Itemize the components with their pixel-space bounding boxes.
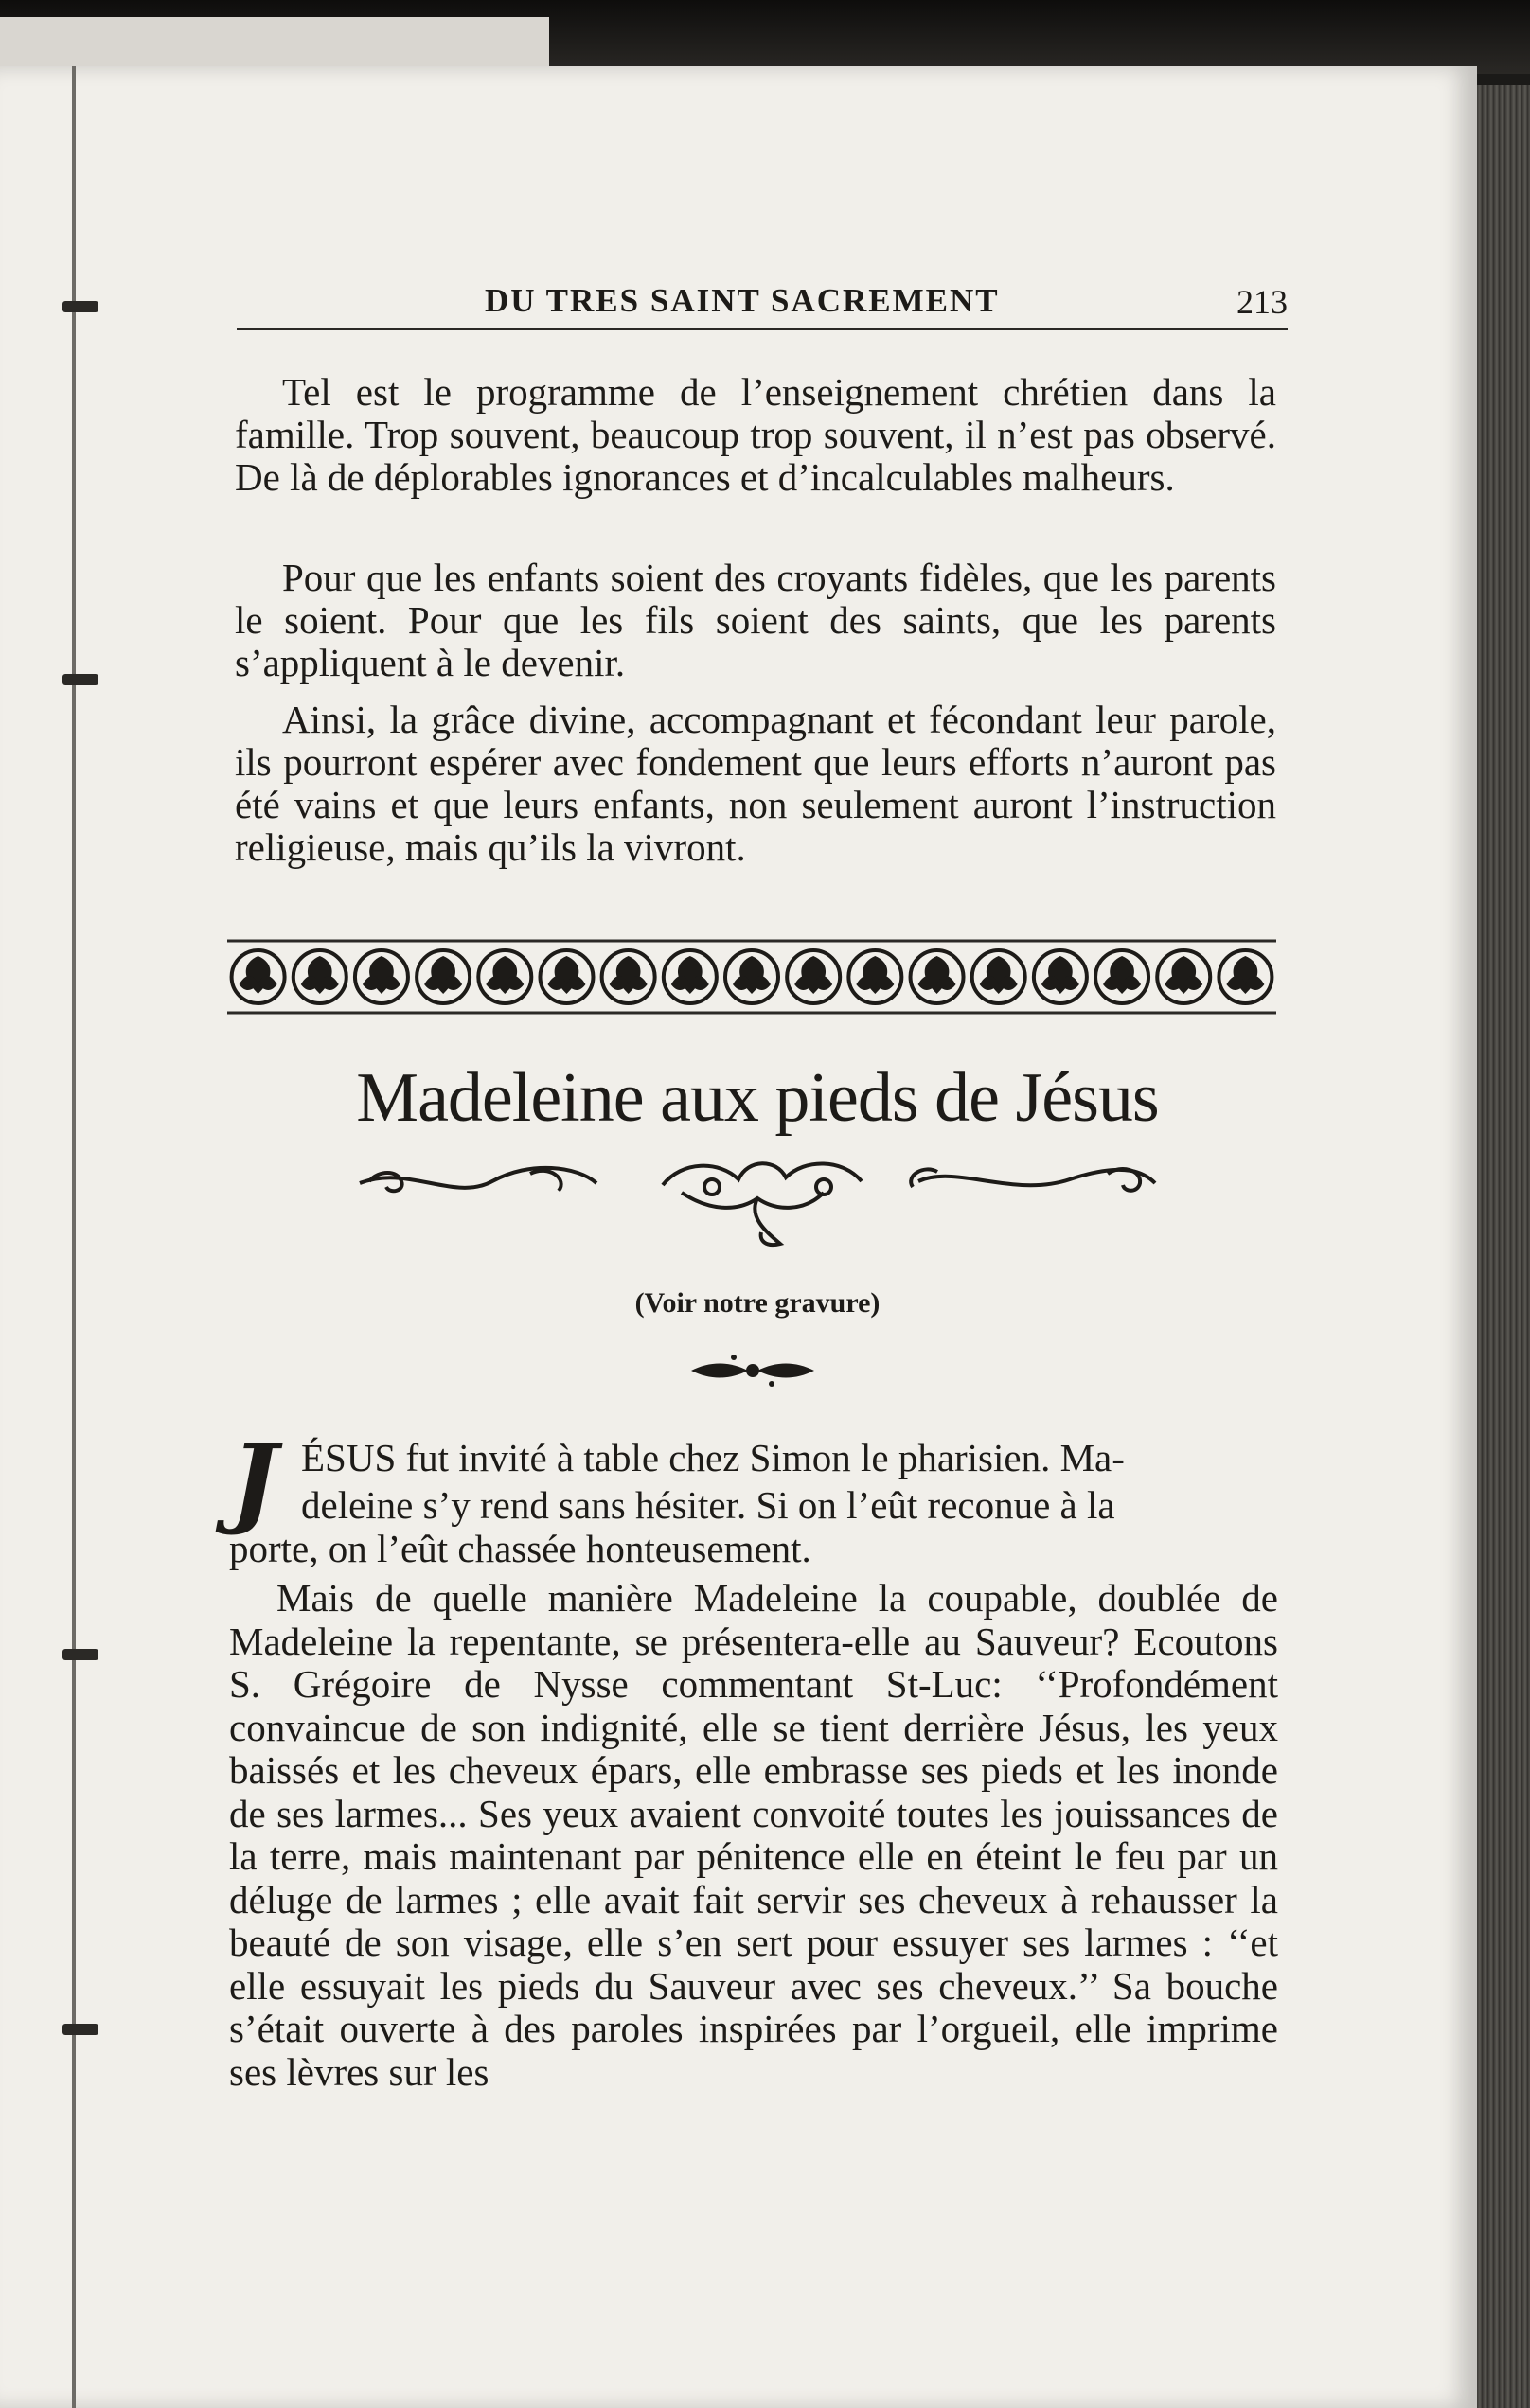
ornament-motif xyxy=(725,950,778,1003)
article-line: porte, on l’eût chassée honteusement. xyxy=(229,1527,811,1570)
page-number: 213 xyxy=(1236,283,1288,321)
ornament-motif xyxy=(911,950,964,1003)
sprig-ornament xyxy=(682,1348,824,1395)
ornament-band xyxy=(227,937,1276,1017)
running-title: DU TRES SAINT SACREMENT xyxy=(485,282,1000,319)
page-edge xyxy=(1477,85,1530,2408)
ornament-motif xyxy=(232,950,285,1003)
ornament-motif xyxy=(417,950,470,1003)
section-title: Madeleine aux pieds de Jésus xyxy=(356,1059,1159,1137)
binding-line xyxy=(72,66,76,2408)
binding-stitch xyxy=(62,1649,98,1660)
paragraph: Ainsi, la grâce divine, accompagnant et fécondant leur parole, ils pourront espérer avec fondement que leurs efforts n’auront pas été vains et que leurs enfants, non seulement auront l’instruction religieuse, mais qu’ils la vivront. xyxy=(235,698,1276,869)
running-head xyxy=(237,276,1288,330)
ornament-motif xyxy=(602,950,655,1003)
dropcap: J xyxy=(231,1422,278,1538)
scan-top-border xyxy=(0,0,1530,74)
ornament-motif xyxy=(1157,950,1210,1003)
ornament-motif xyxy=(664,950,717,1003)
ornament-motif xyxy=(1034,950,1087,1003)
paragraph: Pour que les enfants soient des croyants fidèles, que les parents le soient. Pour que les fils soient des saints, que les parents s’appliquent à le devenir. xyxy=(235,556,1276,684)
binding-stitch xyxy=(62,674,98,685)
binding-stitch xyxy=(62,2024,98,2035)
ornament-motif xyxy=(972,950,1025,1003)
ornament-motif xyxy=(1219,950,1272,1003)
scan-strip xyxy=(0,17,549,70)
paragraph: Tel est le programme de l’enseignement chrétien dans la famille. Trop souvent, beaucoup trop souvent, il n’est pas observé. De là de déplorables ignorances et d’incalculables malheurs. xyxy=(235,370,1276,499)
subtitle: (Voir notre gravure) xyxy=(634,1287,881,1319)
ornament-motif xyxy=(1095,950,1148,1003)
article-line: ÉSUS fut invité à table chez Simon le pharisien. Ma- xyxy=(301,1436,1125,1479)
ornament-motif xyxy=(848,950,901,1003)
ornament-motif xyxy=(787,950,840,1003)
scroll-ornament xyxy=(350,1155,1165,1259)
ornament-motif xyxy=(355,950,408,1003)
ornament-motif xyxy=(294,950,347,1003)
ornament-motif xyxy=(478,950,531,1003)
article-paragraph: Mais de quelle manière Madeleine la coupable, doublée de Madeleine la repentante, se présentera-elle au Sauveur? Ecoutons S. Grégoire de Nysse commentant St-Luc: ‘‘Profondément convaincue de son indignité, elle se tient derrière Jésus, les yeux baissés et les cheveux épars, elle embrasse ses pieds et les inonde de ses larmes... Ses yeux avaient convoité toutes les jouissances de la terre, mais maintenant par pénitence elle en éteint le feu par un déluge de larmes ; elle avait fait servir ses cheveux à rehausser la beauté de son visage, elle s’en sert pour essuyer ses larmes : ‘‘et elle essuyait les pieds du Sauveur avec ses cheveux.’’ Sa bouche s’était ouverte à des paroles inspirées par l’orgueil, elle imprime ses lèvres sur les xyxy=(229,1576,1278,2094)
binding-stitch xyxy=(62,301,98,312)
ornament-motif xyxy=(540,950,593,1003)
article-line: deleine s’y rend sans hésiter. Si on l’eût reconue à la xyxy=(301,1483,1115,1527)
